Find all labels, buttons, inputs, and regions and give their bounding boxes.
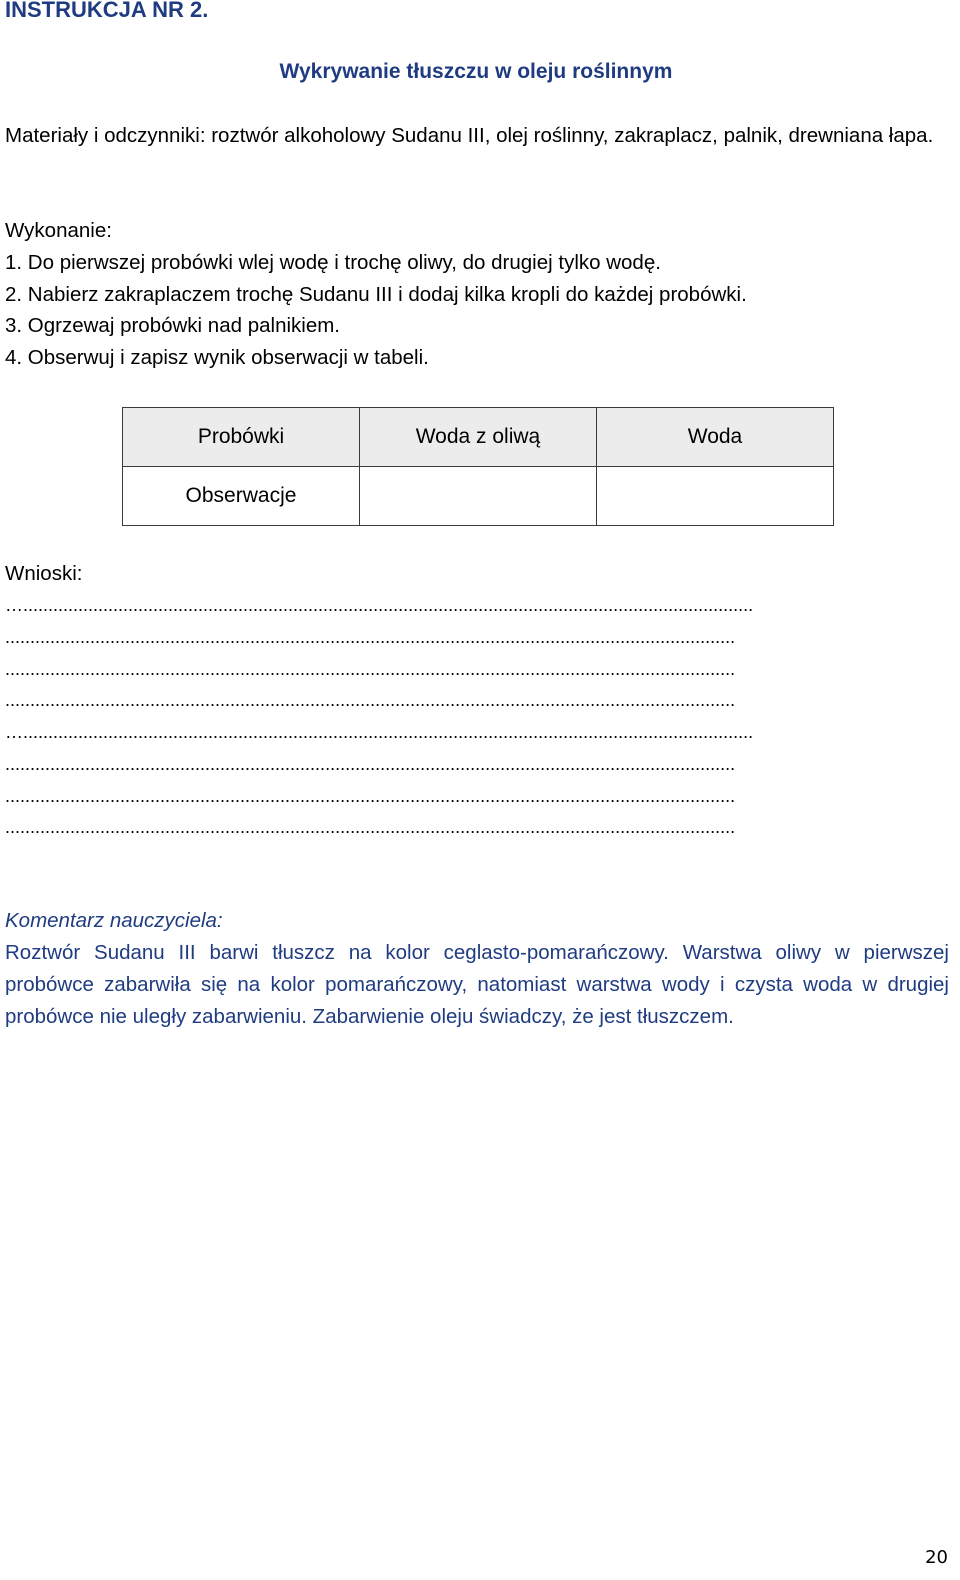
answer-line[interactable]: .................................................................................................................................................. (5, 785, 736, 806)
observation-table (122, 407, 834, 526)
table-row-label: Obserwacje (123, 467, 360, 526)
procedure-step: 1. Do pierwszej probówki wlej wodę i trochę oliwy, do drugiej tylko wodę. (5, 251, 661, 274)
answer-line[interactable]: .................................................................................................................................................. (5, 753, 736, 774)
conclusions-answer-lines (5, 590, 950, 844)
table-header-cell: Probówki (123, 408, 360, 467)
table-header-cell: Woda z oliwą (360, 408, 597, 467)
materials-paragraph: Materiały i odczynniki: roztwór alkoholowy Sudanu III, olej roślinny, zakraplacz, palnik, drewniana łapa. (5, 124, 934, 147)
answer-line[interactable]: .................................................................................................................................................. (5, 817, 736, 838)
observation-cell-oil-water[interactable] (360, 467, 597, 526)
answer-line[interactable]: ….................................................................................................................................................. (5, 595, 754, 615)
page-number: 20 (925, 1547, 948, 1568)
observation-cell-water[interactable] (597, 467, 834, 526)
teacher-comment-label: Komentarz nauczyciela: (5, 909, 223, 932)
procedure-step: 4. Obserwuj i zapisz wynik obserwacji w tabeli. (5, 345, 429, 369)
table-header-cell: Woda (597, 408, 834, 467)
instruction-heading: INSTRUKCJA NR 2. (5, 0, 209, 22)
procedure-title: Wykonanie: (5, 219, 112, 242)
procedure-step: 3. Ogrzewaj probówki nad palnikiem. (5, 314, 340, 337)
procedure-steps (5, 247, 747, 373)
procedure-step: 2. Nabierz zakraplaczem trochę Sudanu III i dodaj kilka kropli do każdej probówki. (5, 282, 747, 306)
experiment-title: Wykrywanie tłuszczu w oleju roślinnym (279, 60, 673, 83)
answer-line[interactable]: .................................................................................................................................................. (5, 690, 736, 711)
answer-line[interactable]: .................................................................................................................................................. (5, 626, 736, 647)
teacher-comment-text: Roztwór Sudanu III barwi tłuszcz na kolor ceglasto-pomarańczowy. Warstwa oliwy w pierwszej probówce zabarwiła się na kolor pomarańczowy, natomiast warstwa wody i czysta woda w drugiej probówce nie uległy zabarwieniu. Zabarwienie oleju świadczy, że jest tłuszczem. (5, 941, 949, 1028)
answer-line[interactable]: .................................................................................................................................................. (5, 658, 736, 679)
answer-line[interactable]: ….................................................................................................................................................. (5, 722, 754, 742)
conclusions-label: Wnioski: (5, 562, 83, 585)
table-row (123, 467, 834, 526)
table-header-row (123, 408, 834, 467)
